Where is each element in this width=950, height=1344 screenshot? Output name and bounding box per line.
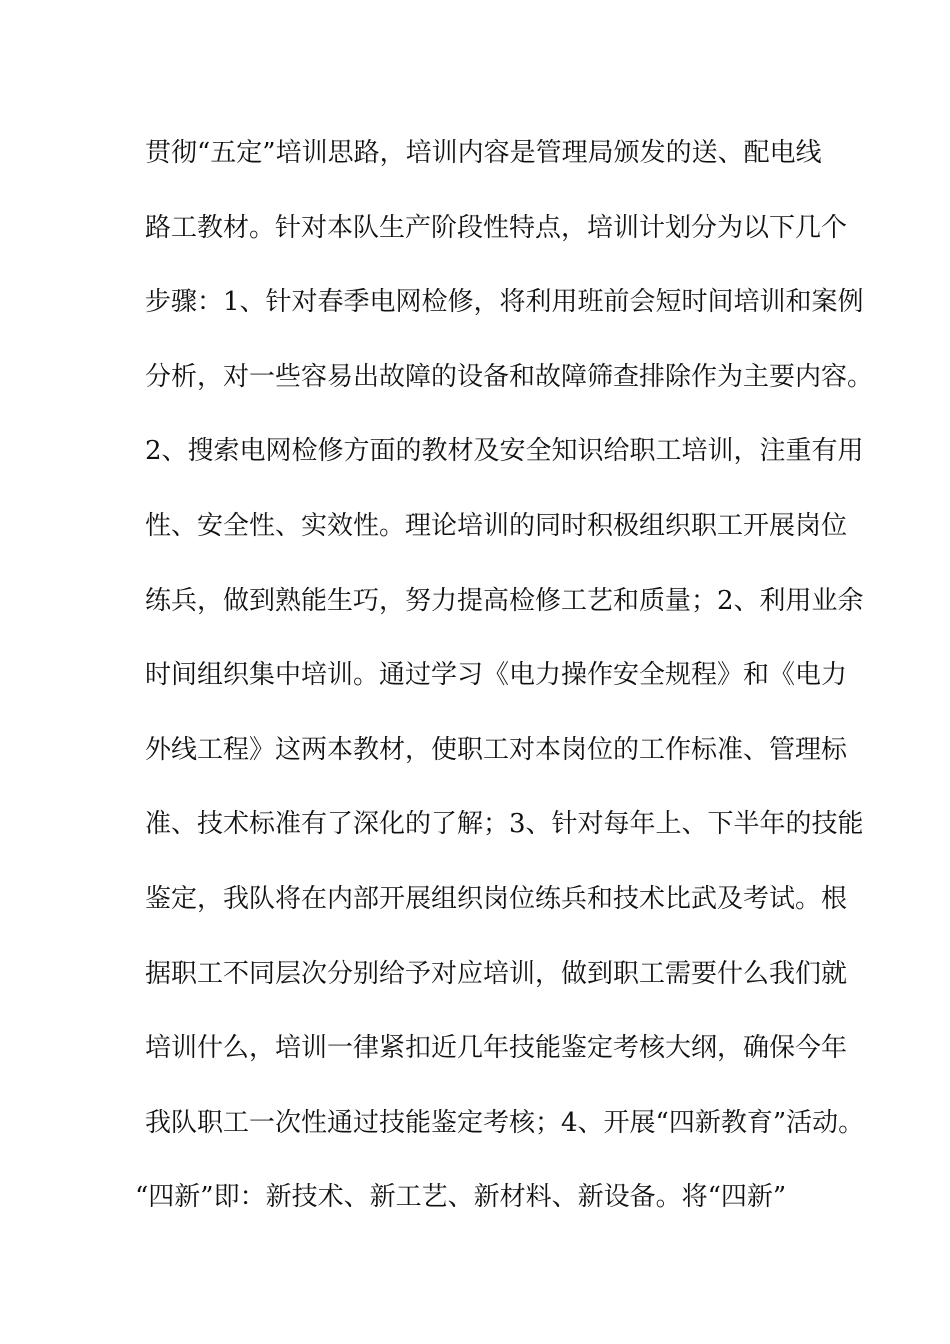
text-line: 据职工不同层次分别给予对应培训，做到职工需要什么我们就 bbox=[145, 958, 848, 989]
text-line: “四新”即：新技术、新工艺、新材料、新设备。将“四新” bbox=[135, 1182, 787, 1213]
body-text bbox=[135, 133, 874, 1252]
text-line: 性、安全性、实效性。理论培训的同时积极组织职工开展岗位 bbox=[145, 510, 848, 541]
text-line: 贯彻“五定”培训思路，培训内容是管理局颁发的送、配电线 bbox=[145, 138, 822, 168]
text-line: 外线工程》这两本教材，使职工对本岗位的工作标准、管理标 bbox=[145, 734, 848, 765]
text-line: 时间组织集中培训。通过学习《电力操作安全规程》和《电力 bbox=[145, 660, 848, 691]
text-line: 我队职工一次性通过技能鉴定考核；4、开展“四新教育”活动。 bbox=[145, 1107, 865, 1138]
text-line: 路工教材。针对本队生产阶段性特点，培训计划分为以下几个 bbox=[145, 212, 848, 243]
text-line: 分析，对一些容易出故障的设备和故障筛查排除作为主要内容。 bbox=[145, 361, 874, 392]
text-line: 2、搜索电网检修方面的教材及安全知识给职工培训，注重有用 bbox=[145, 436, 864, 467]
text-line: 步骤：1、针对春季电网检修，将利用班前会短时间培训和案例 bbox=[145, 287, 864, 318]
text-line: 准、技术标准有了深化的了解；3、针对每年上、下半年的技能 bbox=[145, 809, 864, 840]
text-line: 练兵，做到熟能生巧，努力提高检修工艺和质量；2、利用业余 bbox=[145, 585, 864, 616]
text-line: 鉴定，我队将在内部开展组织岗位练兵和技术比武及考试。根 bbox=[145, 883, 848, 914]
text-line: 培训什么，培训一律紧扣近几年技能鉴定考核大纲，确保今年 bbox=[145, 1033, 848, 1064]
